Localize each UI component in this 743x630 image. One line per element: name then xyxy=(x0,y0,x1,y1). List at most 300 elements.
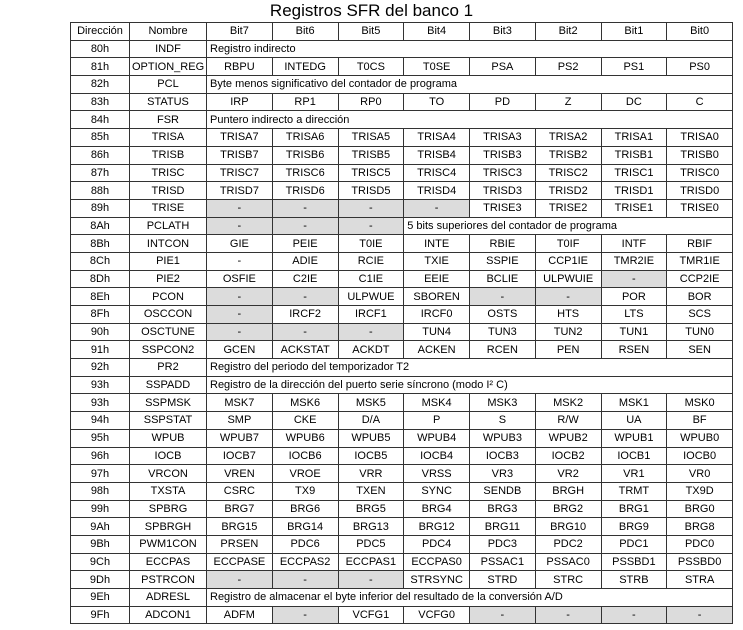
bit-cell: TRISB5 xyxy=(338,146,404,164)
register-name-cell: ECCPAS xyxy=(130,553,207,571)
register-name-cell: SSPMSK xyxy=(130,394,207,412)
bit-cell: TRISC3 xyxy=(470,164,536,182)
bit-cell: RCEN xyxy=(470,341,536,359)
bit-cell: SMP xyxy=(207,412,273,430)
bit-cell: - xyxy=(207,217,273,235)
bit-cell: PSA xyxy=(470,58,536,76)
bit-cell: PDC3 xyxy=(470,535,536,553)
address-cell: 92h xyxy=(71,359,130,377)
bit-cell: IRP xyxy=(207,93,273,111)
bit-cell: IRCF2 xyxy=(272,306,338,324)
bit-cell: CSRC xyxy=(207,482,273,500)
bit-cell: TUN3 xyxy=(470,323,536,341)
bit-cell: IRCF0 xyxy=(404,306,470,324)
table-row xyxy=(71,535,733,553)
register-name-cell: WPUB xyxy=(130,429,207,447)
bit-cell: RSEN xyxy=(601,341,667,359)
bit-cell: UA xyxy=(601,412,667,430)
bit-cell: TRISE3 xyxy=(470,199,536,217)
bit-cell: SENDB xyxy=(470,482,536,500)
bit-cell: INTEDG xyxy=(272,58,338,76)
bit-cell: MSK2 xyxy=(535,394,601,412)
bit-cell: PDC2 xyxy=(535,535,601,553)
bit-cell: BRG5 xyxy=(338,500,404,518)
bit-cell: SCS xyxy=(667,306,733,324)
table-row xyxy=(71,270,733,288)
header-cell: Bit7 xyxy=(207,23,273,41)
address-cell: 87h xyxy=(71,164,130,182)
bit-cell: TMR2IE xyxy=(601,252,667,270)
bit-cell: TRISA2 xyxy=(535,129,601,147)
bit-cell: ACKSTAT xyxy=(272,341,338,359)
header-cell: Bit0 xyxy=(667,23,733,41)
bit-cell: BRGH xyxy=(535,482,601,500)
register-description-cell: Puntero indirecto a dirección xyxy=(207,111,733,129)
bit-cell: TRISE0 xyxy=(667,199,733,217)
bit-cell: ECCPAS1 xyxy=(338,553,404,571)
bit-cell: WPUB4 xyxy=(404,429,470,447)
bit-cell: CKE xyxy=(272,412,338,430)
bit-cell: S xyxy=(470,412,536,430)
bit-cell: BRG2 xyxy=(535,500,601,518)
bit-cell: TRISC7 xyxy=(207,164,273,182)
address-cell: 9Eh xyxy=(71,589,130,607)
bit-cell: BOR xyxy=(667,288,733,306)
bit-cell: MSK5 xyxy=(338,394,404,412)
register-name-cell: STATUS xyxy=(130,93,207,111)
bit-cell: BRG15 xyxy=(207,518,273,536)
bit-cell: INTE xyxy=(404,235,470,253)
bit-cell: IRCF1 xyxy=(338,306,404,324)
bit-cell: TRISB2 xyxy=(535,146,601,164)
address-cell: 98h xyxy=(71,482,130,500)
address-cell: 83h xyxy=(71,93,130,111)
bit-cell: TRISD4 xyxy=(404,182,470,200)
bit-cell: GIE xyxy=(207,235,273,253)
bit-cell: TMR1IE xyxy=(667,252,733,270)
register-name-cell: PWM1CON xyxy=(130,535,207,553)
register-name-cell: PR2 xyxy=(130,359,207,377)
register-name-cell: SPBRGH xyxy=(130,518,207,536)
bit-cell: TRISB4 xyxy=(404,146,470,164)
table-row xyxy=(71,412,733,430)
register-name-cell: TXSTA xyxy=(130,482,207,500)
bit-cell: TRISB1 xyxy=(601,146,667,164)
bit-cell: RBIE xyxy=(470,235,536,253)
table-row xyxy=(71,182,733,200)
address-cell: 93h xyxy=(71,394,130,412)
bit-cell: MSK7 xyxy=(207,394,273,412)
page-title: Registros SFR del banco 1 xyxy=(269,1,474,20)
bit-cell: TX9D xyxy=(667,482,733,500)
bit-cell: VR0 xyxy=(667,465,733,483)
bit-cell: - xyxy=(338,199,404,217)
table-row xyxy=(71,482,733,500)
register-name-cell: VRCON xyxy=(130,465,207,483)
bit-cell: PEN xyxy=(535,341,601,359)
bit-cell: - xyxy=(207,323,273,341)
bit-cell: TRISD2 xyxy=(535,182,601,200)
bit-cell: TRISD6 xyxy=(272,182,338,200)
bit-cell: Z xyxy=(535,93,601,111)
bit-cell: TRISA7 xyxy=(207,129,273,147)
bit-cell: OSFIE xyxy=(207,270,273,288)
bit-cell: TRISB0 xyxy=(667,146,733,164)
bit-cell: TRISD0 xyxy=(667,182,733,200)
table-row xyxy=(71,447,733,465)
address-cell: 85h xyxy=(71,129,130,147)
bit-cell: TUN4 xyxy=(404,323,470,341)
bit-cell: VROE xyxy=(272,465,338,483)
sfr-register-table xyxy=(70,22,733,624)
bit-cell: RBIF xyxy=(667,235,733,253)
table-row xyxy=(71,500,733,518)
address-cell: 96h xyxy=(71,447,130,465)
bit-cell: - xyxy=(338,571,404,589)
bit-cell: - xyxy=(207,199,273,217)
register-name-cell: TRISE xyxy=(130,199,207,217)
bit-cell: PDC6 xyxy=(272,535,338,553)
bit-cell: CCP2IE xyxy=(667,270,733,288)
bit-cell: - xyxy=(207,571,273,589)
bit-cell: TRISC0 xyxy=(667,164,733,182)
bit-cell: TUN1 xyxy=(601,323,667,341)
register-name-cell: OSCTUNE xyxy=(130,323,207,341)
bit-cell: TRISE1 xyxy=(601,199,667,217)
bit-cell: PSSAC1 xyxy=(470,553,536,571)
bit-cell: PS1 xyxy=(601,58,667,76)
register-description-cell: Registro indirecto xyxy=(207,40,733,58)
bit-cell: WPUB3 xyxy=(470,429,536,447)
register-name-cell: PCL xyxy=(130,76,207,94)
register-name-cell: PCON xyxy=(130,288,207,306)
register-description-cell: Registro de la dirección del puerto serie síncrono (modo I² C) xyxy=(207,376,733,394)
bit-cell: WPUB6 xyxy=(272,429,338,447)
address-cell: 99h xyxy=(71,500,130,518)
bit-cell: WPUB0 xyxy=(667,429,733,447)
bit-cell: TRISE2 xyxy=(535,199,601,217)
register-name-cell: TRISB xyxy=(130,146,207,164)
bit-cell: VR1 xyxy=(601,465,667,483)
table-row xyxy=(71,606,733,624)
bit-cell: PSSBD1 xyxy=(601,553,667,571)
register-name-cell: PIE1 xyxy=(130,252,207,270)
bit-cell: TRISD1 xyxy=(601,182,667,200)
bit-cell: INTF xyxy=(601,235,667,253)
bit-cell: RCIE xyxy=(338,252,404,270)
bit-cell: TXEN xyxy=(338,482,404,500)
bit-cell: PS2 xyxy=(535,58,601,76)
address-cell: 88h xyxy=(71,182,130,200)
register-name-cell: INTCON xyxy=(130,235,207,253)
bit-cell: D/A xyxy=(338,412,404,430)
register-description-cell: 5 bits superiores del contador de programa xyxy=(404,217,733,235)
bit-cell: ADFM xyxy=(207,606,273,624)
register-name-cell: TRISC xyxy=(130,164,207,182)
bit-cell: WPUB5 xyxy=(338,429,404,447)
bit-cell: ACKDT xyxy=(338,341,404,359)
bit-cell: IOCB3 xyxy=(470,447,536,465)
bit-cell: DC xyxy=(601,93,667,111)
bit-cell: TUN2 xyxy=(535,323,601,341)
bit-cell: LTS xyxy=(601,306,667,324)
bit-cell: - xyxy=(601,270,667,288)
register-name-cell: PSTRCON xyxy=(130,571,207,589)
bit-cell: ULPWUE xyxy=(338,288,404,306)
bit-cell: BRG10 xyxy=(535,518,601,536)
address-cell: 9Dh xyxy=(71,571,130,589)
header-cell: Dirección xyxy=(71,23,130,41)
bit-cell: TRMT xyxy=(601,482,667,500)
bit-cell: MSK0 xyxy=(667,394,733,412)
bit-cell: ECCPAS0 xyxy=(404,553,470,571)
bit-cell: T0SE xyxy=(404,58,470,76)
table-row xyxy=(71,40,733,58)
header-cell: Bit4 xyxy=(404,23,470,41)
bit-cell: TRISC5 xyxy=(338,164,404,182)
bit-cell: TRISC2 xyxy=(535,164,601,182)
bit-cell: RBPU xyxy=(207,58,273,76)
bit-cell: - xyxy=(272,199,338,217)
bit-cell: TRISA4 xyxy=(404,129,470,147)
bit-cell: - xyxy=(535,288,601,306)
table-body xyxy=(71,40,733,624)
table-row xyxy=(71,376,733,394)
table-row xyxy=(71,341,733,359)
address-cell: 9Ah xyxy=(71,518,130,536)
table-row xyxy=(71,465,733,483)
register-description-cell: Byte menos significativo del contador de programa xyxy=(207,76,733,94)
header-cell: Bit6 xyxy=(272,23,338,41)
bit-cell: TRISA5 xyxy=(338,129,404,147)
address-cell: 90h xyxy=(71,323,130,341)
table-row xyxy=(71,111,733,129)
register-name-cell: FSR xyxy=(130,111,207,129)
address-cell: 8Fh xyxy=(71,306,130,324)
table-row xyxy=(71,394,733,412)
table-row xyxy=(71,518,733,536)
bit-cell: HTS xyxy=(535,306,601,324)
address-cell: 89h xyxy=(71,199,130,217)
address-cell: 80h xyxy=(71,40,130,58)
bit-cell: BRG3 xyxy=(470,500,536,518)
bit-cell: TRISB7 xyxy=(207,146,273,164)
bit-cell: PDC0 xyxy=(667,535,733,553)
address-cell: 84h xyxy=(71,111,130,129)
bit-cell: BF xyxy=(667,412,733,430)
bit-cell: - xyxy=(207,252,273,270)
bit-cell: MSK1 xyxy=(601,394,667,412)
register-name-cell: PCLATH xyxy=(130,217,207,235)
register-name-cell: OSCCON xyxy=(130,306,207,324)
table-row xyxy=(71,93,733,111)
register-description-cell: Registro de almacenar el byte inferior del resultado de la conversión A/D xyxy=(207,589,733,607)
bit-cell: C1IE xyxy=(338,270,404,288)
bit-cell: OSTS xyxy=(470,306,536,324)
bit-cell: IOCB0 xyxy=(667,447,733,465)
address-cell: 8Bh xyxy=(71,235,130,253)
bit-cell: IOCB6 xyxy=(272,447,338,465)
bit-cell: TRISC6 xyxy=(272,164,338,182)
header-cell: Bit5 xyxy=(338,23,404,41)
bit-cell: C xyxy=(667,93,733,111)
bit-cell: - xyxy=(272,217,338,235)
bit-cell: VR2 xyxy=(535,465,601,483)
table-row xyxy=(71,146,733,164)
bit-cell: STRD xyxy=(470,571,536,589)
bit-cell: TRISA3 xyxy=(470,129,536,147)
bit-cell: SSPIE xyxy=(470,252,536,270)
bit-cell: BRG8 xyxy=(667,518,733,536)
bit-cell: C2IE xyxy=(272,270,338,288)
table-row xyxy=(71,129,733,147)
address-cell: 94h xyxy=(71,412,130,430)
address-cell: 8Ah xyxy=(71,217,130,235)
register-name-cell: PIE2 xyxy=(130,270,207,288)
bit-cell: ACKEN xyxy=(404,341,470,359)
bit-cell: - xyxy=(272,571,338,589)
bit-cell: WPUB2 xyxy=(535,429,601,447)
header-cell: Bit1 xyxy=(601,23,667,41)
bit-cell: PD xyxy=(470,93,536,111)
bit-cell: IOCB5 xyxy=(338,447,404,465)
bit-cell: - xyxy=(207,306,273,324)
bit-cell: VREN xyxy=(207,465,273,483)
table-row xyxy=(71,235,733,253)
table-row xyxy=(71,252,733,270)
bit-cell: PDC1 xyxy=(601,535,667,553)
bit-cell: PDC4 xyxy=(404,535,470,553)
bit-cell: TXIE xyxy=(404,252,470,270)
bit-cell: ECCPAS2 xyxy=(272,553,338,571)
table-row xyxy=(71,306,733,324)
bit-cell: IOCB4 xyxy=(404,447,470,465)
bit-cell: STRC xyxy=(535,571,601,589)
register-name-cell: SPBRG xyxy=(130,500,207,518)
bit-cell: TRISB6 xyxy=(272,146,338,164)
bit-cell: ADIE xyxy=(272,252,338,270)
bit-cell: TRISA6 xyxy=(272,129,338,147)
register-name-cell: IOCB xyxy=(130,447,207,465)
register-name-cell: TRISA xyxy=(130,129,207,147)
address-cell: 9Bh xyxy=(71,535,130,553)
bit-cell: SBOREN xyxy=(404,288,470,306)
register-name-cell: INDF xyxy=(130,40,207,58)
bit-cell: BRG7 xyxy=(207,500,273,518)
bit-cell: BRG11 xyxy=(470,518,536,536)
address-cell: 95h xyxy=(71,429,130,447)
address-cell: 97h xyxy=(71,465,130,483)
bit-cell: BRG9 xyxy=(601,518,667,536)
register-name-cell: SSPADD xyxy=(130,376,207,394)
address-cell: 8Dh xyxy=(71,270,130,288)
register-name-cell: SSPCON2 xyxy=(130,341,207,359)
bit-cell: - xyxy=(272,606,338,624)
bit-cell: TRISD7 xyxy=(207,182,273,200)
bit-cell: PSSAC0 xyxy=(535,553,601,571)
bit-cell: ULPWUIE xyxy=(535,270,601,288)
bit-cell: TRISD3 xyxy=(470,182,536,200)
bit-cell: SEN xyxy=(667,341,733,359)
bit-cell: BRG13 xyxy=(338,518,404,536)
table-row xyxy=(71,323,733,341)
bit-cell: TUN0 xyxy=(667,323,733,341)
register-name-cell: ADRESL xyxy=(130,589,207,607)
bit-cell: RP0 xyxy=(338,93,404,111)
table-row xyxy=(71,571,733,589)
table-row xyxy=(71,429,733,447)
table-row xyxy=(71,217,733,235)
address-cell: 9Ch xyxy=(71,553,130,571)
address-cell: 93h xyxy=(71,376,130,394)
table-row xyxy=(71,288,733,306)
header-row xyxy=(71,23,733,41)
bit-cell: TRISC4 xyxy=(404,164,470,182)
bit-cell: BCLIE xyxy=(470,270,536,288)
bit-cell: BRG4 xyxy=(404,500,470,518)
bit-cell: - xyxy=(601,606,667,624)
bit-cell: VRR xyxy=(338,465,404,483)
bit-cell: P xyxy=(404,412,470,430)
bit-cell: CCP1IE xyxy=(535,252,601,270)
bit-cell: - xyxy=(272,288,338,306)
table-row xyxy=(71,359,733,377)
bit-cell: BRG1 xyxy=(601,500,667,518)
bit-cell: - xyxy=(470,606,536,624)
bit-cell: PRSEN xyxy=(207,535,273,553)
register-name-cell: TRISD xyxy=(130,182,207,200)
bit-cell: - xyxy=(667,606,733,624)
bit-cell: VCFG0 xyxy=(404,606,470,624)
bit-cell: VCFG1 xyxy=(338,606,404,624)
table-row xyxy=(71,589,733,607)
table-row xyxy=(71,199,733,217)
header-cell: Nombre xyxy=(130,23,207,41)
bit-cell: TRISB3 xyxy=(470,146,536,164)
table-row xyxy=(71,164,733,182)
bit-cell: TX9 xyxy=(272,482,338,500)
bit-cell: POR xyxy=(601,288,667,306)
bit-cell: GCEN xyxy=(207,341,273,359)
bit-cell: - xyxy=(338,323,404,341)
bit-cell: R/W xyxy=(535,412,601,430)
register-description-cell: Registro del periodo del temporizador T2 xyxy=(207,359,733,377)
bit-cell: EEIE xyxy=(404,270,470,288)
address-cell: 81h xyxy=(71,58,130,76)
bit-cell: MSK6 xyxy=(272,394,338,412)
bit-cell: STRB xyxy=(601,571,667,589)
register-name-cell: SSPSTAT xyxy=(130,412,207,430)
register-name-cell: ADCON1 xyxy=(130,606,207,624)
bit-cell: ECCPASE xyxy=(207,553,273,571)
bit-cell: STRSYNC xyxy=(404,571,470,589)
bit-cell: - xyxy=(404,199,470,217)
bit-cell: - xyxy=(470,288,536,306)
bit-cell: BRG0 xyxy=(667,500,733,518)
bit-cell: - xyxy=(338,217,404,235)
bit-cell: T0IF xyxy=(535,235,601,253)
header-cell: Bit2 xyxy=(535,23,601,41)
table-row xyxy=(71,76,733,94)
table-row xyxy=(71,58,733,76)
bit-cell: IOCB7 xyxy=(207,447,273,465)
bit-cell: BRG14 xyxy=(272,518,338,536)
bit-cell: PSSBD0 xyxy=(667,553,733,571)
address-cell: 82h xyxy=(71,76,130,94)
bit-cell: BRG12 xyxy=(404,518,470,536)
bit-cell: MSK4 xyxy=(404,394,470,412)
address-cell: 9Fh xyxy=(71,606,130,624)
